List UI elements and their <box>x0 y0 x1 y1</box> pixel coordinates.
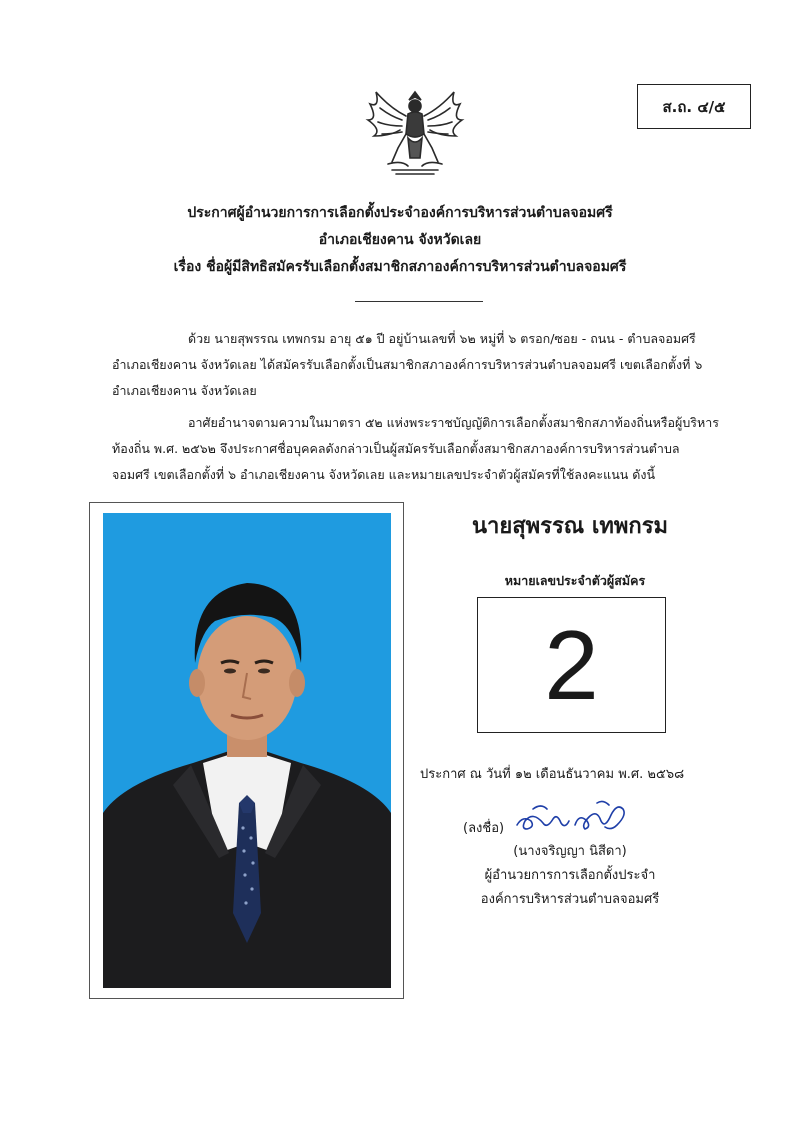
signature-label: (ลงชื่อ) <box>463 821 505 836</box>
handwritten-signature <box>513 795 635 837</box>
announcement-header <box>0 200 800 281</box>
paragraph-2-line-2: ท้องถิ่น พ.ศ. ๒๕๖๒ จึงประกาศชื่อบุคคลดังกล่าวเป็นผู้สมัครรับเลือกตั้งสมาชิกสภาองค์การบริหารส่วนตำบล <box>112 441 680 456</box>
header-divider <box>355 301 483 302</box>
candidate-number: 2 <box>544 610 599 720</box>
header-line-1: ประกาศผู้อำนวยการการเลือกตั้งประจำองค์การบริหารส่วนตำบลจอมศรี <box>187 205 613 221</box>
form-code-box <box>637 84 751 129</box>
paragraph-2-line-1: อาศัยอำนาจตามความในมาตรา ๕๒ แห่งพระราชบัญญัติการเลือกตั้งสมาชิกสภาท้องถิ่นหรือผู้บริหาร <box>188 415 719 430</box>
candidate-number-box <box>477 597 666 733</box>
signer-title-line-1: ผู้อำนวยการการเลือกตั้งประจำ <box>484 868 656 883</box>
candidate-number-label: หมายเลขประจำตัวผู้สมัคร <box>504 573 646 588</box>
signer-block <box>440 840 700 912</box>
header-subject: เรื่อง ชื่อผู้มีสิทธิสมัครรับเลือกตั้งสมาชิกสภาองค์การบริหารส่วนตำบลจอมศรี <box>173 259 627 275</box>
garuda-emblem-icon <box>362 86 468 178</box>
form-code: ส.ถ. ๔/๕ <box>662 97 726 116</box>
paragraph-1-line-3: อำเภอเชียงคาน จังหวัดเลย <box>112 383 257 398</box>
paragraph-1-line-2: อำเภอเชียงคาน จังหวัดเลย ได้สมัครรับเลือกตั้งเป็นสมาชิกสภาองค์การบริหารส่วนตำบลจอมศรี เขตเลือกตั้งที่ ๖ <box>112 357 703 372</box>
announcement-date: ประกาศ ณ วันที่ ๑๒ เดือนธันวาคม พ.ศ. ๒๕๖๘ <box>420 767 685 782</box>
candidate-name: นายสุพรรณ เทพกรม <box>471 514 669 539</box>
paragraph-2-line-3: จอมศรี เขตเลือกตั้งที่ ๖ อำเภอเชียงคาน จังหวัดเลย และหมายเลขประจำตัวผู้สมัครที่ใช้ลงคะแนน ดังนี้ <box>112 467 656 482</box>
candidate-photo <box>103 513 391 988</box>
header-line-2: อำเภอเชียงคาน จังหวัดเลย <box>318 232 482 248</box>
signer-name: (นางจริญญา นิสีดา) <box>513 844 627 859</box>
paragraph-1-line-1: ด้วย นายสุพรรณ เทพกรม อายุ ๕๑ ปี อยู่บ้านเลขที่ ๖๒ หมู่ที่ ๖ ตรอก/ซอย - ถนน - ตำบลจอมศรี <box>188 331 696 346</box>
signer-title-line-2: องค์การบริหารส่วนตำบลจอมศรี <box>480 892 660 907</box>
candidate-photo-frame <box>89 502 404 999</box>
